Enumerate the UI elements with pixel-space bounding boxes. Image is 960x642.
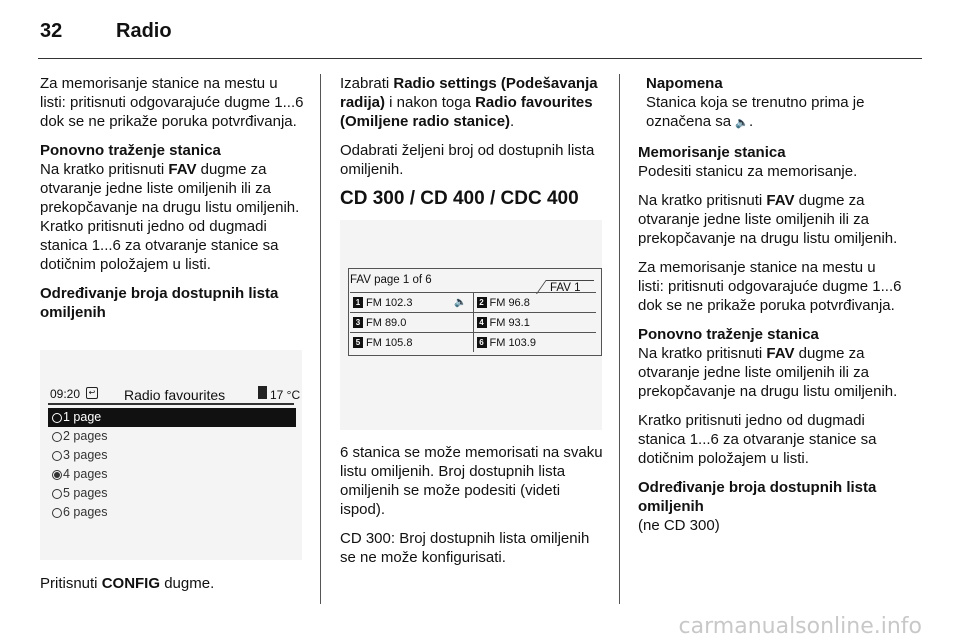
preset-2[interactable]: 2 FM 96.8: [473, 293, 597, 312]
header-rule: [38, 58, 922, 59]
column-2: [340, 74, 606, 224]
paragraph: (ne CD 300): [638, 517, 720, 534]
title-rule: [48, 403, 294, 405]
section-heading: Ponovno traženje stanica: [40, 142, 221, 159]
radio-checked-icon: [52, 470, 62, 480]
paragraph: Odabrati željeni broj od dostupnih lista omiljenih.: [340, 142, 595, 178]
watermark: carmanualsonline.info: [678, 614, 922, 639]
preset-3[interactable]: 3 FM 89.0: [350, 313, 473, 332]
column-divider: [619, 74, 620, 604]
fav-tab[interactable]: FAV 1: [550, 282, 581, 294]
section-heading: Ponovno traženje stanica: [638, 326, 819, 343]
radio-icon: [52, 413, 62, 423]
options-list: [48, 408, 296, 522]
preset-row: [350, 332, 596, 352]
option-6-pages[interactable]: 6 pages: [48, 503, 296, 522]
preset-1[interactable]: 1 FM 102.3 🔈: [350, 293, 473, 312]
paragraph: Pritisnuti CONFIG dugme.: [40, 575, 215, 592]
speaker-icon: 🔈: [735, 117, 749, 129]
radio-icon: [52, 489, 62, 499]
preset-6[interactable]: 6 FM 103.9: [473, 333, 597, 352]
screen-title: Radio favourites: [124, 387, 226, 403]
column-1-footer: [40, 574, 305, 603]
temperature: 17 °C: [270, 388, 301, 402]
section-heading: Određivanje broja dostupnih lista omiljenih: [638, 479, 877, 515]
paragraph: Izabrati Radio settings (Podešavanja radija) i nakon toga Radio favourites (Omiljene radio stanice).: [340, 75, 598, 130]
paragraph: Za memorisanje stanice na mestu u listi: pritisnuti odgovarajuće dugme 1...6 dok se ne prikaže poruka potvrđivanja.: [638, 259, 902, 314]
option-1-page[interactable]: 1 page: [48, 408, 296, 427]
note-text: Stanica koja se trenutno prima je označena sa 🔈.: [646, 94, 865, 130]
preset-5[interactable]: 5 FM 105.8: [350, 333, 473, 352]
paragraph: Kratko pritisnuti jedno od dugmadi stanica 1...6 za otvaranje stanice sa dotičnim položajem u listi.: [638, 412, 877, 467]
radio-favourites-screen: [40, 350, 302, 560]
column-1: [40, 74, 305, 332]
preset-row: [350, 312, 596, 332]
preset-grid: [350, 292, 596, 352]
column-divider: [320, 74, 321, 604]
note-box: [638, 74, 903, 133]
paragraph: 6 stanica se može memorisati na svaku listu omiljenih. Broj dostupnih lista omiljenih se može podesiti (videti ispod).: [340, 444, 603, 518]
section-heading: Određivanje broja dostupnih lista omiljenih: [40, 285, 279, 321]
column-2-lower: [340, 443, 606, 577]
paragraph: CD 300: Broj dostupnih lista omiljenih se ne može konfigurisati.: [340, 530, 590, 566]
option-2-pages[interactable]: 2 pages: [48, 427, 296, 446]
paragraph: Na kratko pritisnuti FAV dugme za otvaranje jedne liste omiljenih ili za prekopčavanje na drugu listu omiljenih.: [638, 192, 898, 247]
radio-icon: [52, 451, 62, 461]
fav-page-title: FAV page 1 of 6: [350, 274, 432, 286]
section-heading: CD 300 / CD 400 / CDC 400: [340, 188, 579, 209]
preset-row: [350, 292, 596, 312]
option-4-pages[interactable]: 4 pages: [48, 465, 296, 484]
speaker-icon: 🔈: [454, 297, 467, 308]
section-heading: Memorisanje stanica: [638, 144, 786, 161]
paragraph: Na kratko pritisnuti FAV dugme za otvaranje jedne liste omiljenih ili za prekopčavanje na drugu listu omiljenih.: [638, 345, 898, 400]
option-3-pages[interactable]: 3 pages: [48, 446, 296, 465]
page-title: Radio: [116, 20, 172, 42]
clock-time: 09:20: [50, 387, 81, 401]
paragraph: Za memorisanje stanice na mestu u listi: pritisnuti odgovarajuće dugme 1...6 dok se ne prikaže poruka potvrđivanja.: [40, 75, 304, 130]
preset-4[interactable]: 4 FM 93.1: [473, 313, 597, 332]
option-5-pages[interactable]: 5 pages: [48, 484, 296, 503]
page-number: 32: [40, 20, 63, 42]
back-icon: ↩: [86, 387, 98, 399]
radio-icon: [52, 432, 62, 442]
thermometer-icon: [258, 386, 267, 399]
paragraph: Podesiti stanicu za memorisanje.: [638, 163, 858, 180]
paragraph: Na kratko pritisnuti FAV dugme za otvaranje jedne liste omiljenih ili za prekopčavanje na drugu listu omiljenih. Kratko pritisnuti jedno od dugmadi stanica 1...6 za otvaranje stanice sa dotičnim položajem u listi.: [40, 161, 300, 273]
fav-page-screen: [340, 220, 602, 430]
note-heading: Napomena: [646, 75, 723, 92]
radio-icon: [52, 508, 62, 518]
column-3: [638, 74, 903, 545]
